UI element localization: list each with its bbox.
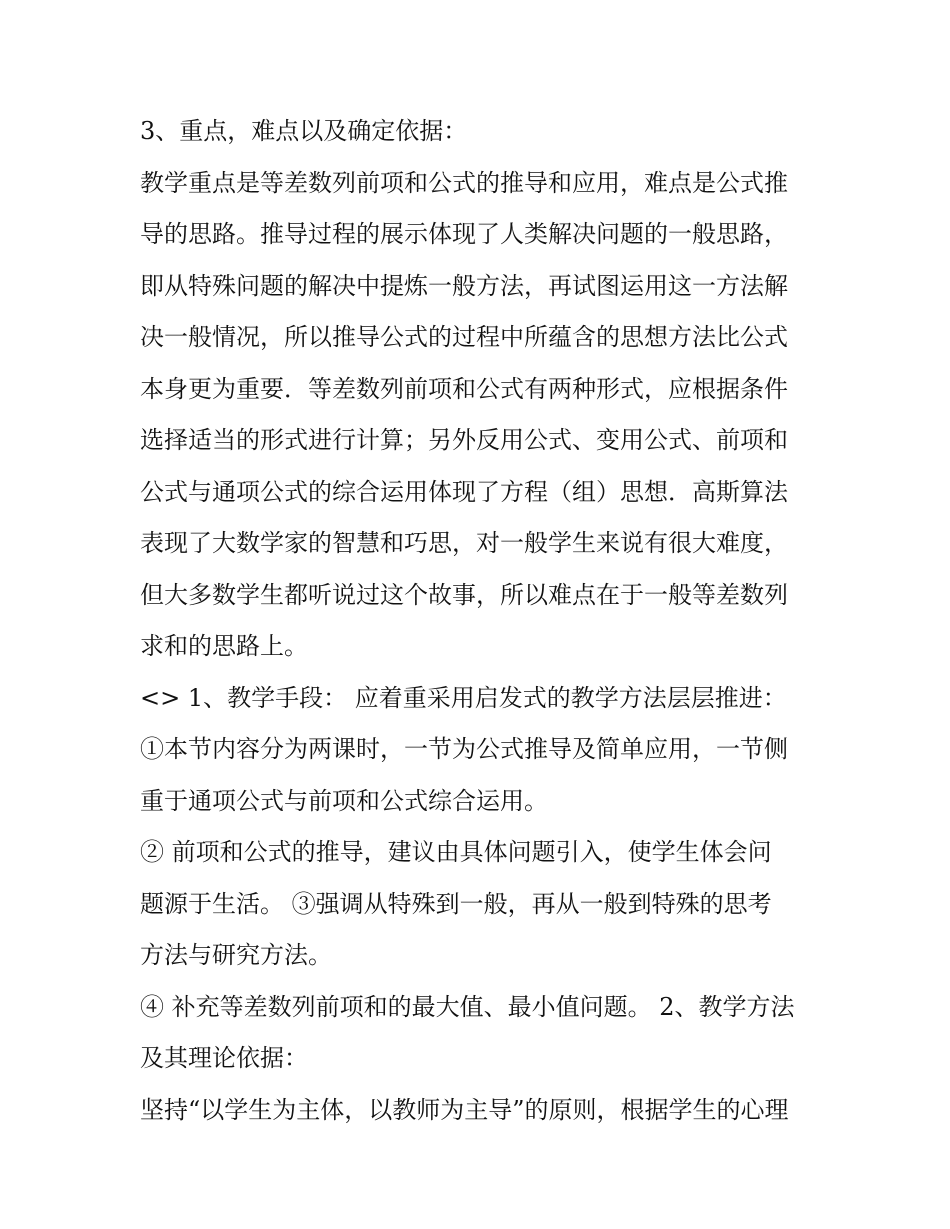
text-line: ①本节内容分为两课时，一节为公式推导及简单应用，一节侧	[140, 735, 788, 763]
text-line: 方法与研究方法。	[140, 941, 332, 969]
text-line: 公式与通项公式的综合运用体现了方程（组）思想．高斯算法	[140, 477, 788, 506]
text-line: ② 前项和公式的推导，建议由具体问题引入，使学生体会问	[140, 838, 772, 866]
text-line: 但大多数学生都听说过这个故事，所以难点在于一般等差数列	[140, 580, 788, 609]
text-line: 重于通项公式与前项和公式综合运用。	[140, 786, 548, 815]
text-line: 及其理论依据：	[140, 1044, 308, 1072]
text-line: 导的思路。推导过程的展示体现了人类解决问题的一般思路，	[140, 220, 788, 248]
text-line: 本身更为重要．等差数列前项和公式有两种形式，应根据条件	[140, 374, 788, 403]
text-line: 表现了大数学家的智慧和巧思，对一般学生来说有很大难度，	[140, 529, 788, 557]
text-line: 求和的思路上。	[140, 632, 308, 660]
body-text	[140, 106, 820, 1136]
text-line: ④ 补充等差数列前项和的最大值、最小值问题。 2、教学方法	[140, 992, 795, 1021]
text-line: 坚持“以学生为主体，以教师为主导”的原则，根据学生的心理	[140, 1095, 789, 1124]
text-line: 教学重点是等差数列前项和公式的推导和应用，难点是公式推	[140, 168, 788, 197]
text-line: 3、重点，难点以及确定依据：	[140, 117, 468, 145]
text-line: 决一般情况，所以推导公式的过程中所蕴含的思想方法比公式	[140, 323, 788, 351]
text-line: 题源于生活。 ③强调从特殊到一般，再从一般到特殊的思考	[140, 889, 772, 918]
text-line: 即从特殊问题的解决中提炼一般方法，再试图运用这一方法解	[140, 271, 788, 300]
text-line: <> 1、教学手段： 应着重采用启发式的教学方法层层推进：	[140, 683, 787, 712]
text-line: 选择适当的形式进行计算；另外反用公式、变用公式、前项和	[140, 426, 788, 454]
